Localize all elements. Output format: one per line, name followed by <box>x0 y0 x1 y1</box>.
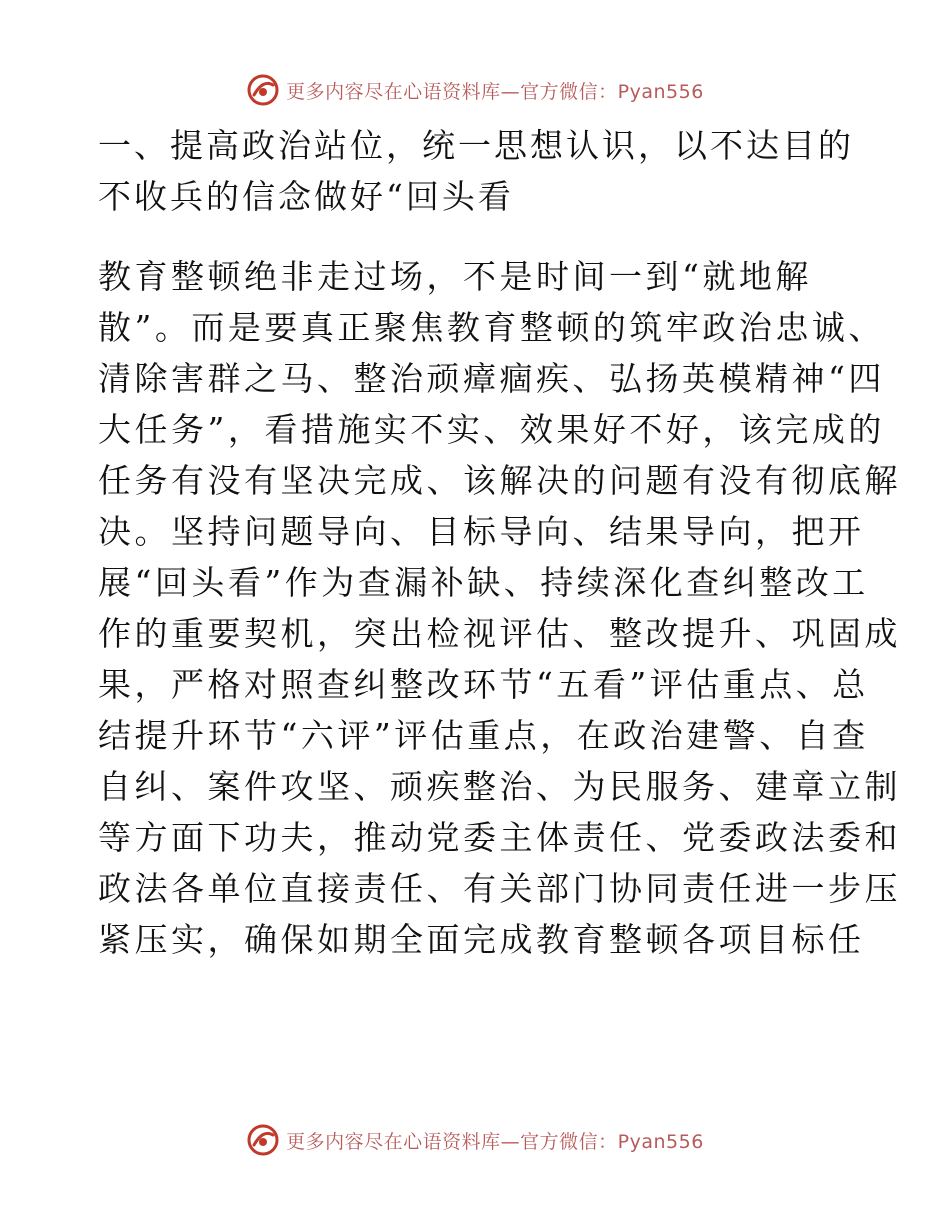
paragraph-line: 展“回头看”作为查漏补缺、持续深化查纠整改工 <box>98 563 869 602</box>
document-body <box>98 120 901 965</box>
paragraph-line: 任务有没有坚决完成、该解决的问题有没有彻底解 <box>98 461 901 500</box>
paragraph-line: 结提升环节“六评”评估重点，在政治建警、自查 <box>98 716 869 755</box>
paragraph-line: 清除害群之马、整治顽瘴痼疾、弘扬英模精神“四 <box>98 359 885 398</box>
body-paragraph <box>98 251 901 965</box>
heading-line: 不收兵的信念做好“回头看 <box>98 177 514 216</box>
paragraph-line: 决。坚持问题导向、目标导向、结果导向，把开 <box>98 512 865 551</box>
watermark-text: 更多内容尽在心语资料库—官方微信：Pyan556 <box>286 1130 704 1153</box>
paragraph-line: 果，严格对照查纠整改环节“五看”评估重点、总 <box>98 665 869 704</box>
header-watermark <box>0 70 950 110</box>
paragraph-line: 政法各单位直接责任、有关部门协同责任进一步压 <box>98 869 901 908</box>
paragraph-line: 自纠、案件攻坚、顽疾整治、为民服务、建章立制 <box>98 767 901 806</box>
paragraph-line: 紧压实，确保如期全面完成教育整顿各项目标任 <box>98 920 865 959</box>
paragraph-line: 等方面下功夫，推动党委主体责任、党委政法委和 <box>98 818 901 857</box>
footer-watermark <box>0 1120 950 1160</box>
paragraph-line: 大任务”，看措施实不实、效果好不好，该完成的 <box>98 410 885 449</box>
library-logo-icon <box>246 73 280 107</box>
watermark-text: 更多内容尽在心语资料库—官方微信：Pyan556 <box>286 80 704 103</box>
section-heading <box>98 120 854 222</box>
heading-line: 一、提高政治站位，统一思想认识，以不达目的 <box>98 126 854 165</box>
paragraph-line: 散”。而是要真正聚焦教育整顿的筑牢政治忠诚、 <box>98 308 885 347</box>
library-logo-icon <box>246 1123 280 1157</box>
paragraph-line: 作的重要契机，突出检视评估、整改提升、巩固成 <box>98 614 901 653</box>
paragraph-line: 教育整顿绝非走过场，不是时间一到“就地解 <box>98 257 812 296</box>
